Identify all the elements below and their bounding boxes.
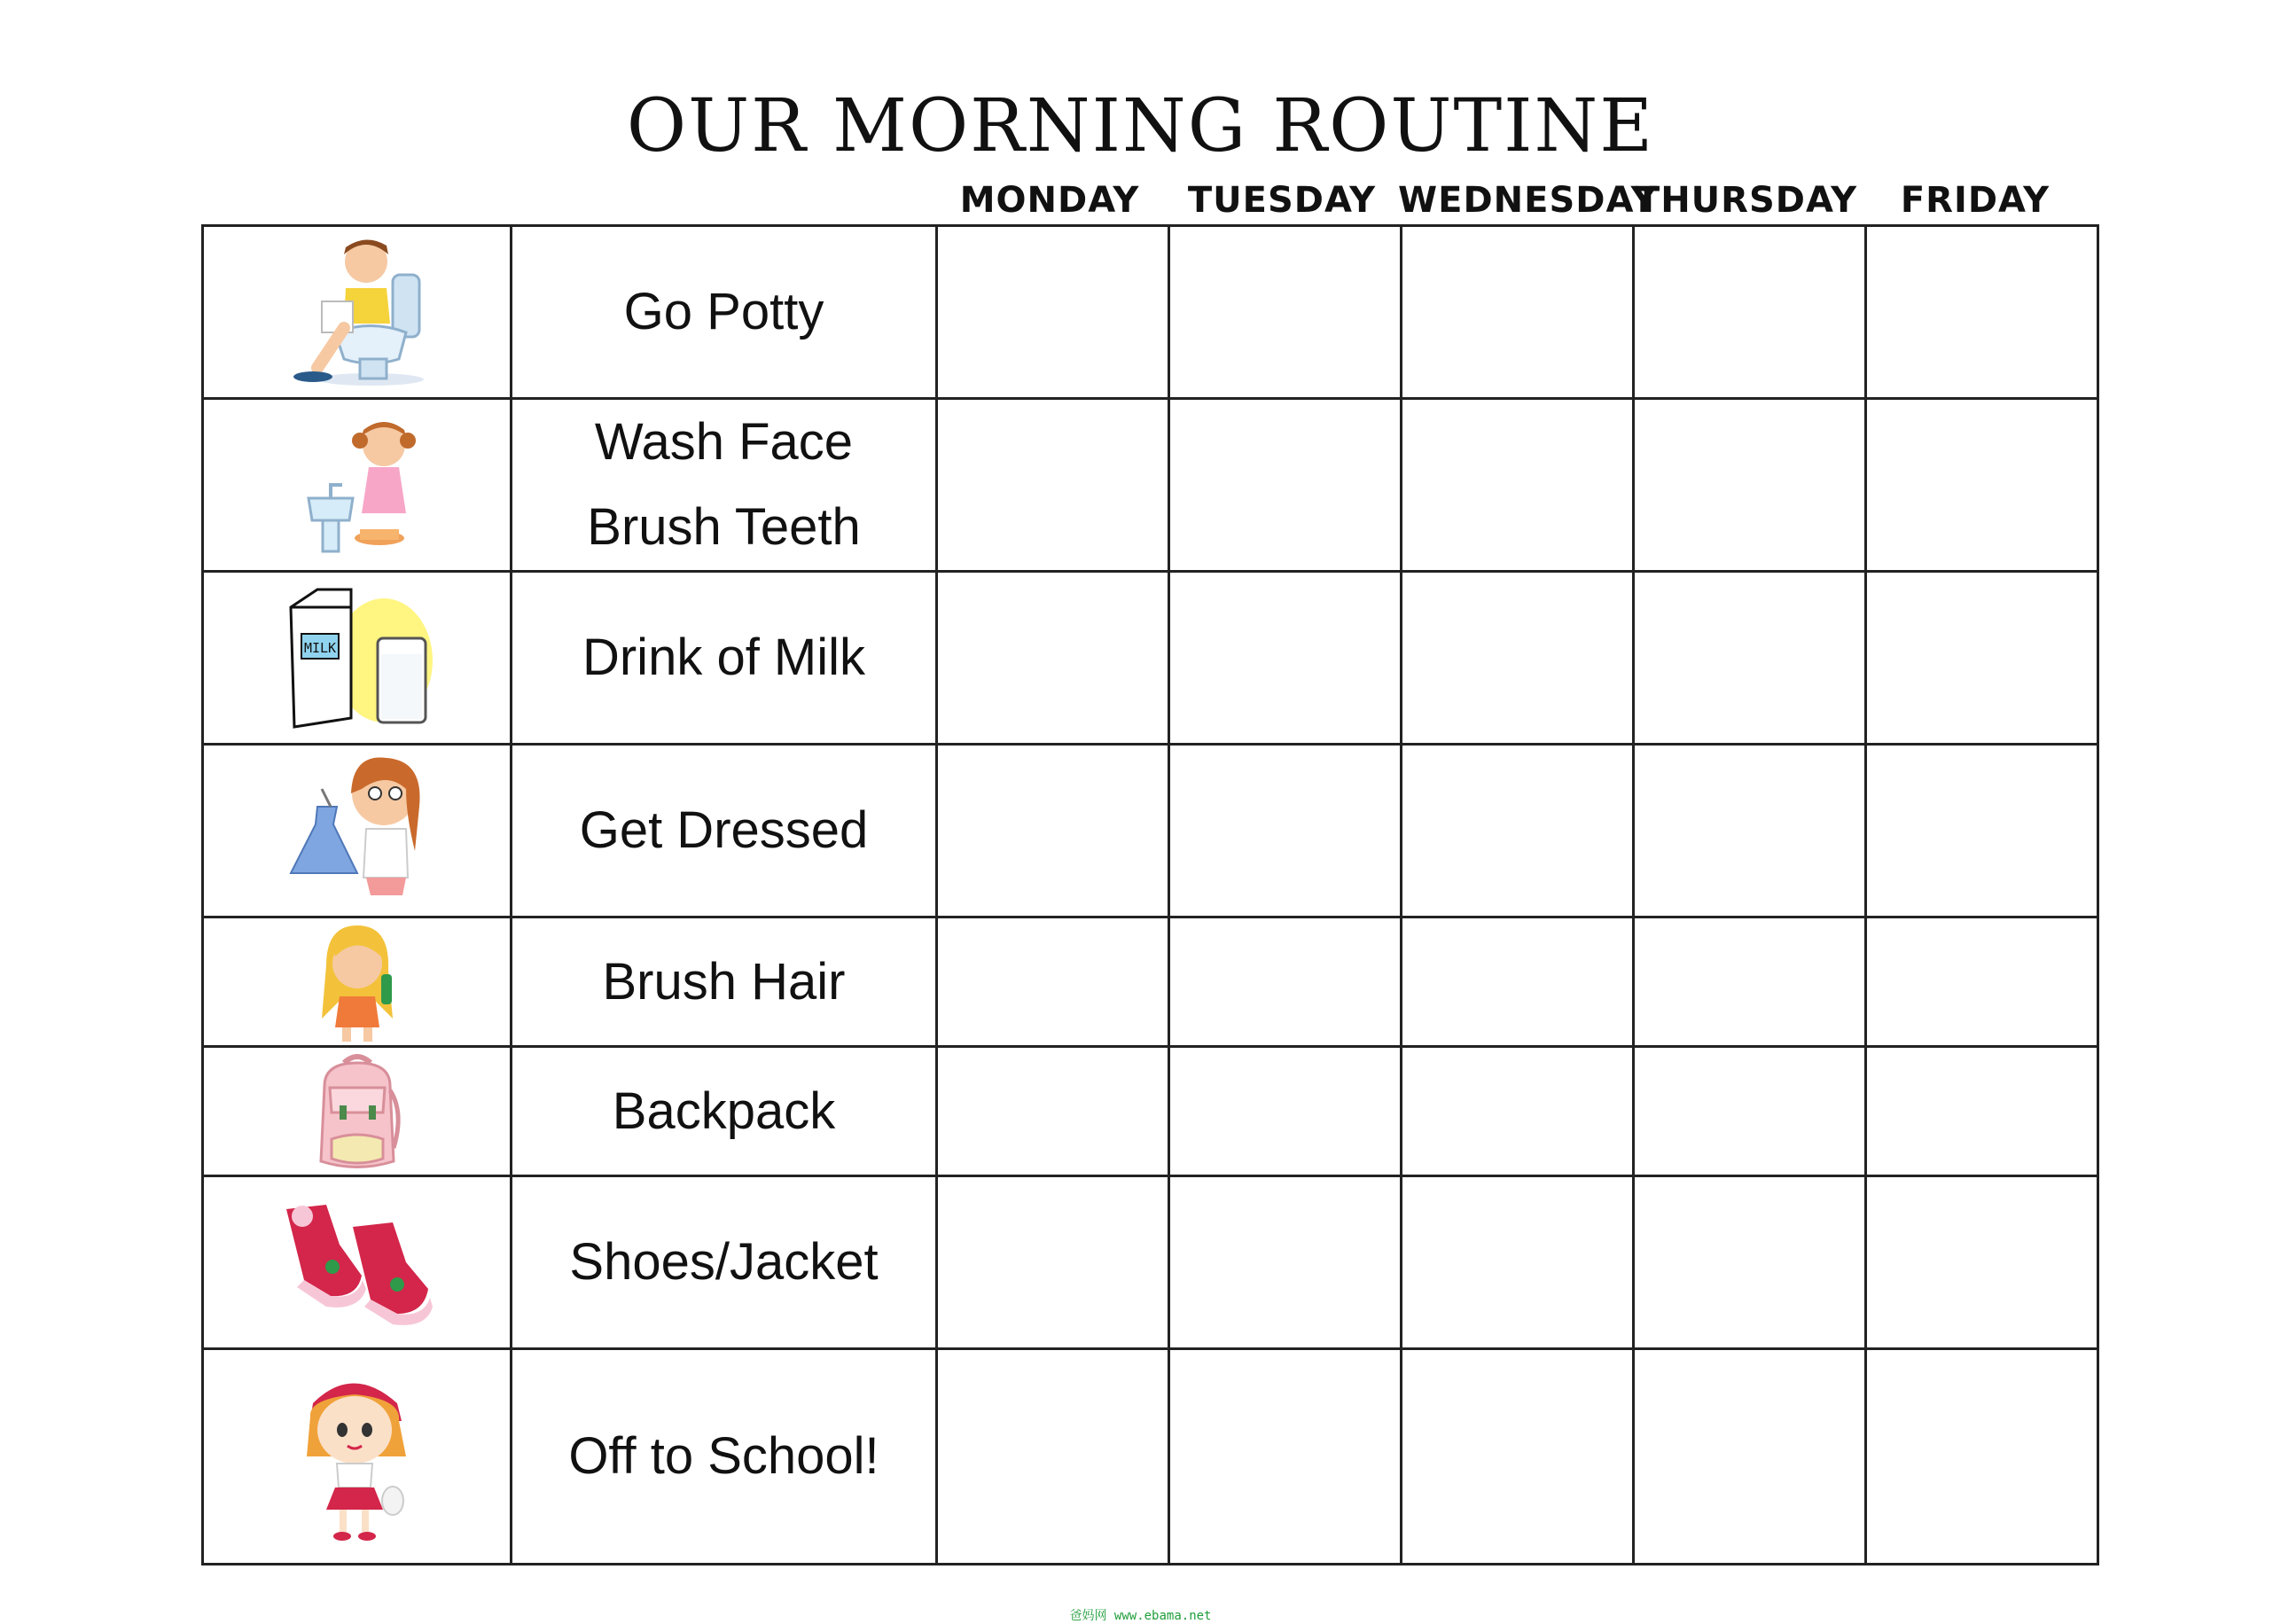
school-girl-icon [291, 1368, 424, 1545]
check-box-monday[interactable] [937, 399, 1169, 572]
toilet-icon [282, 235, 433, 390]
check-box-monday[interactable] [937, 1176, 1169, 1349]
check-box-thursday[interactable] [1634, 399, 1866, 572]
routine-row [203, 399, 2098, 572]
task-label-cell [512, 1047, 937, 1176]
task-label: Drink of Milk [582, 629, 866, 686]
task-label: Get Dressed [579, 801, 869, 859]
check-box-friday[interactable] [1866, 745, 2098, 917]
check-box-wednesday[interactable] [1402, 745, 1634, 917]
check-box-tuesday[interactable] [1169, 399, 1402, 572]
task-label-cell [512, 1349, 937, 1565]
task-label-cell [512, 399, 937, 572]
check-box-friday[interactable] [1866, 1349, 2098, 1565]
day-header-friday: FRIDAY [1900, 180, 2051, 221]
task-label: Backpack [612, 1081, 836, 1140]
backpack-icon [309, 1050, 406, 1173]
task-image-cell [203, 745, 512, 917]
check-box-monday[interactable] [937, 745, 1169, 917]
check-box-thursday[interactable] [1634, 745, 1866, 917]
check-box-monday[interactable] [937, 226, 1169, 399]
task-image-cell [203, 226, 512, 399]
routine-row [203, 1176, 2098, 1349]
check-box-friday[interactable] [1866, 1047, 2098, 1176]
check-box-wednesday[interactable] [1402, 917, 1634, 1047]
check-box-wednesday[interactable] [1402, 1349, 1634, 1565]
task-label-cell [512, 745, 937, 917]
milk-icon [282, 585, 433, 731]
task-label: Brush Hair [602, 952, 846, 1011]
chart-title: OUR MORNING ROUTINE [626, 84, 1655, 168]
task-label: Shoes/Jacket [569, 1233, 879, 1291]
check-box-thursday[interactable] [1634, 1349, 1866, 1565]
task-image-cell [203, 399, 512, 572]
check-box-monday[interactable] [937, 1047, 1169, 1176]
check-box-thursday[interactable] [1634, 1176, 1866, 1349]
check-box-monday[interactable] [937, 917, 1169, 1047]
check-box-tuesday[interactable] [1169, 745, 1402, 917]
task-image-cell [203, 572, 512, 745]
check-box-friday[interactable] [1866, 399, 2098, 572]
day-header-row [933, 176, 2091, 225]
check-box-friday[interactable] [1866, 572, 2098, 745]
check-box-thursday[interactable] [1634, 226, 1866, 399]
task-label: Go Potty [623, 283, 824, 340]
check-box-tuesday[interactable] [1169, 572, 1402, 745]
check-box-friday[interactable] [1866, 917, 2098, 1047]
task-image-cell [203, 1349, 512, 1565]
shoes-icon [277, 1191, 437, 1333]
routine-row [203, 226, 2098, 399]
check-box-friday[interactable] [1866, 1176, 2098, 1349]
day-header-tuesday: TUESDAY [1187, 180, 1377, 221]
check-box-tuesday[interactable] [1169, 226, 1402, 399]
check-box-tuesday[interactable] [1169, 1176, 1402, 1349]
day-header-wednesday: WEDNESDAY [1398, 180, 1658, 221]
check-box-tuesday[interactable] [1169, 1047, 1402, 1176]
check-box-friday[interactable] [1866, 226, 2098, 399]
check-box-thursday[interactable] [1634, 1047, 1866, 1176]
task-image-cell [203, 917, 512, 1047]
day-header-monday: MONDAY [959, 180, 1140, 221]
routine-row [203, 572, 2098, 745]
task-label-cell [512, 1176, 937, 1349]
task-label-line-2: Brush Teeth [587, 498, 861, 556]
routine-row [203, 1349, 2098, 1565]
task-label-cell [512, 572, 937, 745]
check-box-tuesday[interactable] [1169, 1349, 1402, 1565]
task-label: Off to School! [568, 1427, 879, 1485]
hairbrush-icon [309, 921, 406, 1043]
dress-icon [282, 753, 433, 909]
footer-watermark: 爸妈网 www.ebama.net [1069, 1609, 1212, 1623]
check-box-tuesday[interactable] [1169, 917, 1402, 1047]
routine-row [203, 745, 2098, 917]
check-box-thursday[interactable] [1634, 917, 1866, 1047]
check-box-wednesday[interactable] [1402, 1176, 1634, 1349]
task-image-cell [203, 1047, 512, 1176]
check-box-thursday[interactable] [1634, 572, 1866, 745]
check-box-wednesday[interactable] [1402, 226, 1634, 399]
routine-row [203, 917, 2098, 1047]
task-label-cell [512, 917, 937, 1047]
svg-text:MILK: MILK [303, 639, 336, 656]
check-box-monday[interactable] [937, 1349, 1169, 1565]
task-label-line-1: Wash Face [594, 413, 854, 471]
task-image-cell [203, 1176, 512, 1349]
routine-row [203, 1047, 2098, 1176]
check-box-wednesday[interactable] [1402, 572, 1634, 745]
task-label-cell [512, 226, 937, 399]
day-header-thursday: THURSDAY [1635, 180, 1858, 221]
routine-chart-table [201, 224, 2099, 1565]
check-box-wednesday[interactable] [1402, 399, 1634, 572]
check-box-monday[interactable] [937, 572, 1169, 745]
check-box-wednesday[interactable] [1402, 1047, 1634, 1176]
sink-icon [291, 414, 424, 556]
